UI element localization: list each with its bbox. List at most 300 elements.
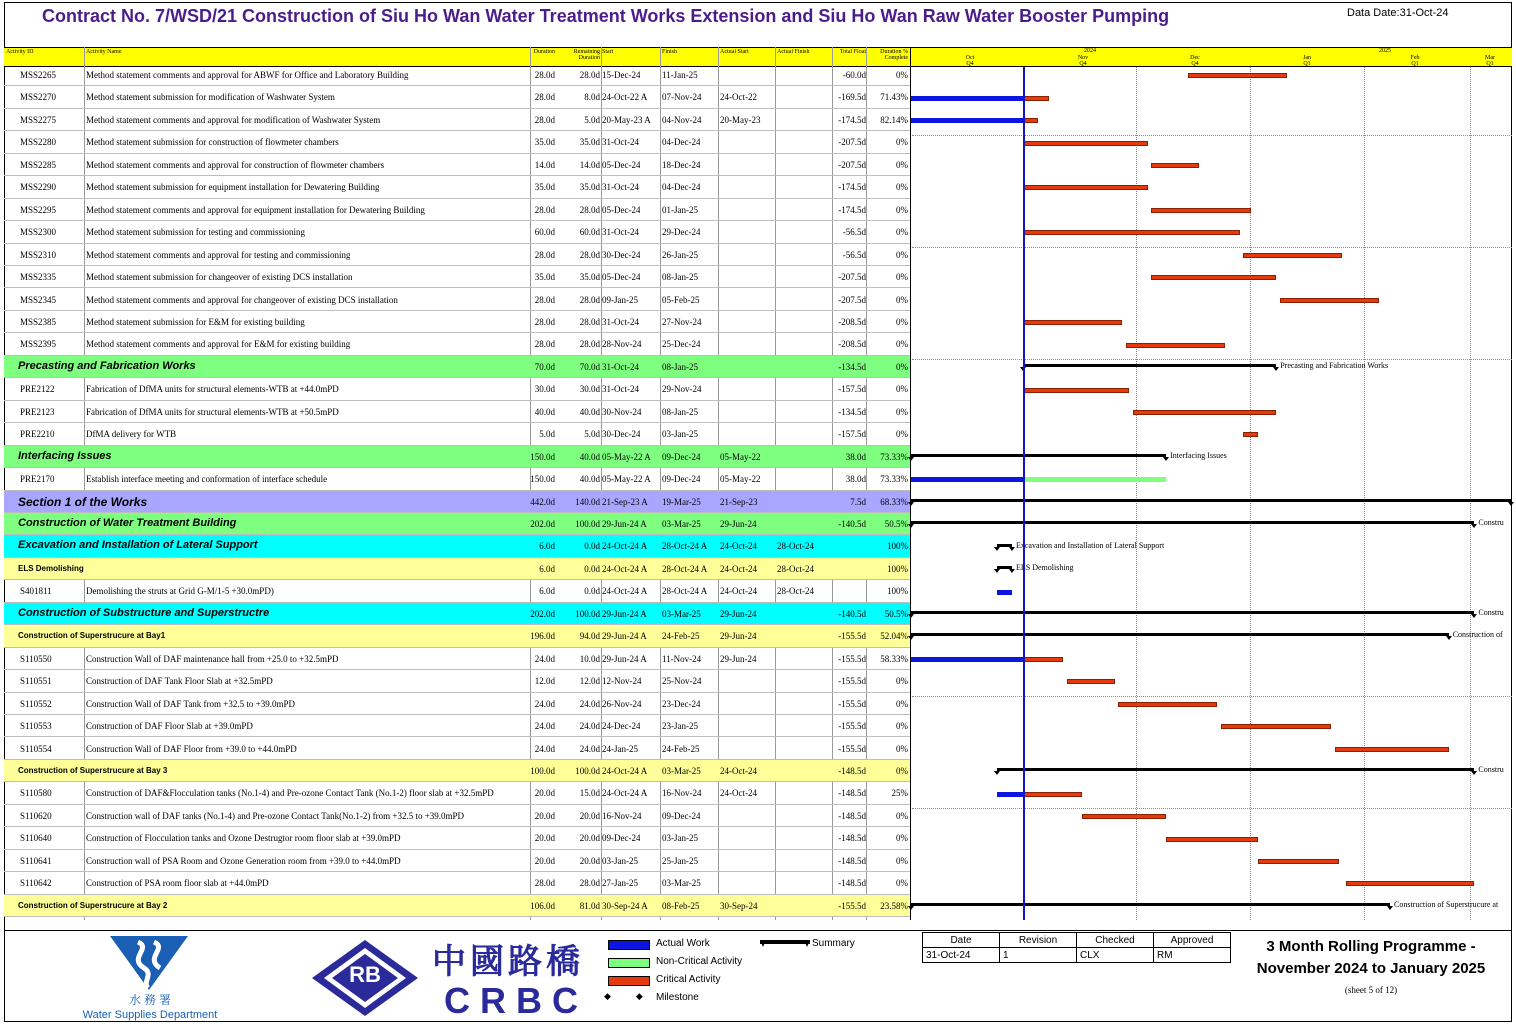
pct-complete: 0% xyxy=(896,878,908,889)
critical-bar[interactable] xyxy=(1023,141,1148,146)
rev-checked: CLX xyxy=(1077,948,1154,963)
actual-start: 05-May-22 xyxy=(720,451,761,462)
actual-work-bar[interactable] xyxy=(997,792,1023,797)
critical-bar[interactable] xyxy=(1258,859,1339,864)
activity-row[interactable] xyxy=(4,805,910,827)
start-date: 09-Dec-24 xyxy=(602,833,641,844)
activity-row[interactable] xyxy=(4,109,910,131)
duration: 28.0d xyxy=(534,878,555,889)
pct-complete: 68.33% xyxy=(880,496,908,507)
start-date: 03-Jan-25 xyxy=(602,855,638,866)
finish-date: 03-Mar-25 xyxy=(662,519,701,529)
quarter-2: Q4 xyxy=(1079,61,1087,67)
activity-id: MSS2280 xyxy=(20,137,57,148)
critical-bar[interactable] xyxy=(1151,163,1199,168)
month-grid xyxy=(1470,67,1471,920)
pct-complete: 0% xyxy=(896,70,908,80)
col-actual-start[interactable]: Actual Start xyxy=(720,49,749,55)
col-pct-complete[interactable]: Duration % Complete xyxy=(880,49,908,61)
col-finish[interactable]: Finish xyxy=(662,49,678,55)
activity-row[interactable] xyxy=(4,782,910,804)
critical-bar[interactable] xyxy=(1151,208,1250,213)
summary-bar[interactable] xyxy=(1023,364,1276,367)
non-critical-bar[interactable] xyxy=(1023,477,1166,482)
remaining-duration: 5.0d xyxy=(584,114,600,125)
quarter-4: Q1 xyxy=(1303,61,1311,67)
critical-bar[interactable] xyxy=(1126,343,1225,348)
activity-id: MSS2300 xyxy=(20,227,57,238)
total-float: -157.5d xyxy=(838,429,866,440)
remaining-duration: 140.0d xyxy=(575,496,600,507)
remaining-duration: 14.0d xyxy=(579,159,600,170)
remaining-duration: 30.0d xyxy=(579,384,600,395)
critical-bar[interactable] xyxy=(1023,657,1063,662)
summary-bar-end xyxy=(994,569,1000,573)
critical-bar[interactable] xyxy=(1243,253,1342,258)
activity-row[interactable] xyxy=(4,378,910,400)
legend-summary-icon xyxy=(760,939,810,949)
month-jan: Jan xyxy=(1303,55,1311,61)
duration: 24.0d xyxy=(534,653,555,664)
legend-milestone: Milestone xyxy=(656,992,699,1003)
pct-complete: 100% xyxy=(887,586,908,597)
wbs-row[interactable] xyxy=(4,603,910,625)
summary-bar[interactable] xyxy=(911,633,1449,636)
summary-bar-end xyxy=(908,614,914,618)
summary-bar-end xyxy=(908,636,914,640)
summary-bar-end xyxy=(1009,547,1015,551)
wbs-row[interactable] xyxy=(4,535,910,557)
wsd-chinese: 水 務 署 xyxy=(128,993,171,1007)
activity-id: MSS2335 xyxy=(20,272,57,283)
critical-bar[interactable] xyxy=(1023,320,1122,325)
total-float: -155.5d xyxy=(838,743,866,754)
col-total-float[interactable]: Total Float xyxy=(839,49,866,55)
activity-name: Construction of DAF&Flocculation tanks (No.1-4) and Pre-ozone Contact Tank (No.1-2) floor slab at +32.5mPD xyxy=(86,788,494,799)
critical-bar[interactable] xyxy=(1335,747,1449,752)
duration: 28.0d xyxy=(534,294,555,305)
activity-name: Method statement comments and approval for ABWF for Office and Laboratory Building xyxy=(86,70,409,80)
total-float: -155.5d xyxy=(838,676,866,687)
duration: 28.0d xyxy=(534,92,555,103)
activity-id: MSS2310 xyxy=(20,249,57,260)
activity-row[interactable] xyxy=(4,244,910,266)
summary-bar[interactable] xyxy=(911,499,1511,502)
start-date: 26-Nov-24 xyxy=(602,698,642,709)
critical-bar[interactable] xyxy=(1280,298,1379,303)
activity-row[interactable] xyxy=(4,199,910,221)
activity-row[interactable] xyxy=(4,64,910,86)
critical-bar[interactable] xyxy=(1133,410,1276,415)
finish-date: 11-Nov-24 xyxy=(662,653,702,664)
activity-id: MSS2290 xyxy=(20,182,57,193)
summary-bar[interactable] xyxy=(911,611,1474,614)
activity-id: S110550 xyxy=(20,653,52,664)
total-float: -208.5d xyxy=(838,316,866,327)
pct-complete: 0% xyxy=(896,204,908,215)
timeline-header xyxy=(910,47,1512,67)
critical-bar[interactable] xyxy=(1243,432,1258,437)
activity-id: MSS2270 xyxy=(20,92,57,103)
quarter-6: Q1 xyxy=(1486,61,1494,67)
summary-bar[interactable] xyxy=(911,454,1166,457)
remaining-duration: 81.0d xyxy=(579,900,600,911)
activity-name: Construction of PSA room floor slab at +44.0mPD xyxy=(86,878,269,889)
critical-bar[interactable] xyxy=(1221,724,1331,729)
duration: 150.0d xyxy=(530,474,555,485)
total-float: -148.5d xyxy=(838,878,866,889)
pct-complete: 0% xyxy=(896,855,908,866)
pct-complete: 50.5% xyxy=(884,519,908,529)
wbs-row[interactable] xyxy=(4,491,910,513)
duration: 30.0d xyxy=(534,384,555,395)
activity-name: Construction of Substructure and Superstructre xyxy=(18,606,270,619)
activity-id: PRE2210 xyxy=(20,429,55,440)
summary-bar[interactable] xyxy=(911,521,1474,524)
wbs-row[interactable] xyxy=(4,625,910,647)
critical-bar[interactable] xyxy=(1166,837,1258,842)
rev-header-checked: Checked xyxy=(1077,933,1154,948)
activity-row[interactable] xyxy=(4,221,910,243)
activity-name: Excavation and Installation of Lateral Support xyxy=(18,539,258,552)
finish-date: 05-Feb-25 xyxy=(662,294,700,305)
actual-start: 24-Oct-24 xyxy=(720,586,757,597)
remaining-duration: 28.0d xyxy=(579,878,600,889)
critical-bar[interactable] xyxy=(1023,230,1240,235)
activity-row[interactable] xyxy=(4,401,910,423)
critical-bar[interactable] xyxy=(1023,792,1082,797)
duration: 28.0d xyxy=(534,249,555,260)
summary-bar-label: Construction of xyxy=(1452,630,1503,640)
activity-row[interactable] xyxy=(4,670,910,692)
summary-bar[interactable] xyxy=(997,768,1474,771)
activity-row[interactable] xyxy=(4,715,910,737)
remaining-duration: 100.0d xyxy=(575,519,600,529)
activity-id: S110553 xyxy=(20,721,52,732)
activity-name: Method statement comments and approval for E&M for existing building xyxy=(86,339,351,350)
remaining-duration: 94.0d xyxy=(579,631,600,642)
finish-date: 01-Jan-25 xyxy=(662,204,698,215)
activity-id: S110642 xyxy=(20,878,52,889)
total-float: -174.5d xyxy=(838,204,866,215)
wbs-row[interactable] xyxy=(4,356,910,378)
actual-work-bar[interactable] xyxy=(911,657,1023,662)
activity-row[interactable] xyxy=(4,154,910,176)
duration: 24.0d xyxy=(534,698,555,709)
activity-row[interactable] xyxy=(4,289,910,311)
activity-row[interactable] xyxy=(4,423,910,445)
start-date: 31-Oct-24 xyxy=(602,137,639,148)
actual-start: 20-May-23 xyxy=(720,114,761,125)
duration: 20.0d xyxy=(534,788,555,799)
critical-bar[interactable] xyxy=(1346,881,1474,886)
total-float: -208.5d xyxy=(838,339,866,350)
col-activity-name[interactable]: Activity Name xyxy=(86,49,122,55)
activity-name: Method statement comments and approval for testing and commissioning xyxy=(86,249,351,260)
summary-bar-label: Precasting and Fabrication Works xyxy=(1280,361,1389,371)
rev-header-approved: Approved xyxy=(1154,933,1231,948)
activity-name: Method statement submission for construction of flowmeter chambers xyxy=(86,137,339,148)
pct-complete: 52.04% xyxy=(880,631,908,642)
summary-bar-end xyxy=(994,771,1000,775)
finish-date: 23-Dec-24 xyxy=(662,698,701,709)
col-remaining[interactable]: Remaining Duration xyxy=(573,49,600,61)
total-float: 38.0d xyxy=(845,451,866,462)
start-date: 31-Oct-24 xyxy=(602,384,639,395)
activity-row[interactable] xyxy=(4,648,910,670)
pct-complete: 0% xyxy=(896,721,908,732)
finish-date: 03-Jan-25 xyxy=(662,429,698,440)
start-date: 29-Jun-24 A xyxy=(602,519,647,529)
start-date: 16-Nov-24 xyxy=(602,810,642,821)
activity-name: Construction of Superstrucure at Bay 2 xyxy=(18,900,168,910)
activity-name: Construction Wall of DAF Tank from +32.5 to +39.0mPD xyxy=(86,698,295,709)
start-date: 24-Oct-24 A xyxy=(602,586,648,597)
remaining-duration: 100.0d xyxy=(575,765,600,776)
activity-row[interactable] xyxy=(4,468,910,490)
report-title: 3 Month Rolling Programme - November 2024 to January 2025 xyxy=(1256,938,1486,977)
start-date: 05-Dec-24 xyxy=(602,159,641,170)
pct-complete: 73.33% xyxy=(880,474,908,485)
rev-header-date: Date xyxy=(923,933,1000,948)
duration: 202.0d xyxy=(530,608,555,619)
activity-name: Method statement submission for testing and commissioning xyxy=(86,227,305,238)
actual-finish: 28-Oct-24 xyxy=(777,541,814,552)
wbs-row[interactable] xyxy=(4,446,910,468)
finish-date: 29-Dec-24 xyxy=(662,227,701,238)
duration: 35.0d xyxy=(534,182,555,193)
activity-name: Method statement comments and approval for modification of Washwater System xyxy=(86,114,381,125)
activity-name: Establish interface meeting and conformation of interface schedule xyxy=(86,474,328,485)
pct-complete: 73.33% xyxy=(880,451,908,462)
actual-work-bar[interactable] xyxy=(911,477,1023,482)
remaining-duration: 20.0d xyxy=(579,833,600,844)
rev-date: 31-Oct-24 xyxy=(923,948,1000,963)
remaining-duration: 24.0d xyxy=(579,698,600,709)
critical-bar[interactable] xyxy=(1151,275,1276,280)
remaining-duration: 28.0d xyxy=(579,249,600,260)
total-float: 38.0d xyxy=(845,474,866,485)
activity-id: S110640 xyxy=(20,833,52,844)
duration: 24.0d xyxy=(534,721,555,732)
pct-complete: 50.5% xyxy=(884,608,908,619)
activity-name: Interfacing Issues xyxy=(18,449,112,462)
activity-row[interactable] xyxy=(4,738,910,760)
col-actual-finish[interactable]: Actual Finish xyxy=(777,49,810,55)
year-2025: 2025 xyxy=(1379,48,1391,54)
col-start[interactable]: Start xyxy=(602,49,614,55)
duration: 106.0d xyxy=(530,900,555,911)
activity-row[interactable] xyxy=(4,850,910,872)
actual-finish: 28-Oct-24 xyxy=(777,563,814,574)
col-activity-id[interactable]: Activity ID xyxy=(6,49,34,55)
wbs-row[interactable] xyxy=(4,558,910,580)
row-group-grid xyxy=(912,359,1512,360)
activity-name: Section 1 of the Works xyxy=(18,494,148,509)
activity-id: PRE2122 xyxy=(20,384,55,395)
activity-row[interactable] xyxy=(4,333,910,355)
start-date: 09-Jan-25 xyxy=(602,294,638,305)
remaining-duration: 10.0d xyxy=(579,653,600,664)
summary-bar-end xyxy=(1273,367,1279,371)
summary-bar-end xyxy=(908,906,914,910)
critical-bar[interactable] xyxy=(1118,702,1217,707)
actual-work-bar[interactable] xyxy=(911,118,1023,123)
activity-row[interactable] xyxy=(4,266,910,288)
start-date: 24-Oct-22 A xyxy=(602,92,648,103)
start-date: 24-Jan-25 xyxy=(602,743,638,754)
pct-complete: 0% xyxy=(896,698,908,709)
activity-name: Construction Wall of DAF maintenance hall from +25.0 to +32.5mPD xyxy=(86,653,339,664)
remaining-duration: 35.0d xyxy=(579,272,600,283)
start-date: 24-Oct-24 A xyxy=(602,788,648,799)
quarter-5: Q1 xyxy=(1411,61,1419,67)
duration: 12.0d xyxy=(534,676,555,687)
start-date: 24-Oct-24 A xyxy=(602,765,648,776)
summary-bar-end xyxy=(1446,636,1452,640)
finish-date: 24-Feb-25 xyxy=(662,743,700,754)
activity-row[interactable] xyxy=(4,131,910,153)
activity-row[interactable] xyxy=(4,827,910,849)
remaining-duration: 35.0d xyxy=(579,182,600,193)
wbs-row[interactable] xyxy=(4,895,910,917)
pct-complete: 0% xyxy=(896,339,908,350)
remaining-duration: 0.0d xyxy=(584,563,600,574)
activity-name: Method statement submission for E&M for existing building xyxy=(86,316,305,327)
activity-name: Construction of Superstrucure at Bay1 xyxy=(18,631,166,641)
pct-complete: 0% xyxy=(896,227,908,238)
month-grid xyxy=(1250,67,1251,920)
activity-row[interactable] xyxy=(4,580,910,602)
wbs-row[interactable] xyxy=(4,760,910,782)
activity-name: Method statement submission for equipment installation for Dewatering Building xyxy=(86,182,380,193)
activity-name: Demolishing the struts at Grid G-M/1-5 +30.0mPD) xyxy=(86,586,274,597)
critical-bar[interactable] xyxy=(1188,73,1287,78)
duration: 150.0d xyxy=(530,451,555,462)
critical-bar[interactable] xyxy=(1023,96,1049,101)
finish-date: 08-Jan-25 xyxy=(662,361,698,372)
activity-id: S110641 xyxy=(20,855,52,866)
total-float: -148.5d xyxy=(838,810,866,821)
finish-date: 25-Dec-24 xyxy=(662,339,701,350)
actual-start: 24-Oct-24 xyxy=(720,563,757,574)
activity-id: S110620 xyxy=(20,810,52,821)
finish-date: 09-Dec-24 xyxy=(662,451,701,462)
total-float: -148.5d xyxy=(838,765,866,776)
total-float: -148.5d xyxy=(838,788,866,799)
start-date: 21-Sep-23 A xyxy=(602,496,648,507)
activity-id: MSS2275 xyxy=(20,114,57,125)
total-float: -155.5d xyxy=(838,698,866,709)
start-date: 29-Jun-24 A xyxy=(602,653,647,664)
critical-bar[interactable] xyxy=(1082,814,1166,819)
actual-start: 05-May-22 xyxy=(720,474,761,485)
duration: 28.0d xyxy=(534,316,555,327)
activity-name: Construction of DAF Tank Floor Slab at +32.5mPD xyxy=(86,676,273,687)
actual-work-bar[interactable] xyxy=(997,590,1012,595)
pct-complete: 100% xyxy=(887,563,908,574)
summary-bar-end xyxy=(1387,906,1393,910)
critical-bar[interactable] xyxy=(1023,118,1038,123)
finish-date: 04-Dec-24 xyxy=(662,137,701,148)
summary-bar[interactable] xyxy=(911,903,1390,906)
remaining-duration: 12.0d xyxy=(579,676,600,687)
activity-name: Construction of DAF Floor Slab at +39.0mPD xyxy=(86,721,253,732)
remaining-duration: 60.0d xyxy=(579,227,600,238)
start-date: 20-May-23 A xyxy=(602,114,651,125)
activity-id: S110554 xyxy=(20,743,52,754)
pct-complete: 0% xyxy=(896,833,908,844)
start-date: 29-Jun-24 A xyxy=(602,608,647,619)
remaining-duration: 20.0d xyxy=(579,855,600,866)
duration: 28.0d xyxy=(534,204,555,215)
activity-row[interactable] xyxy=(4,872,910,894)
activity-id: S110551 xyxy=(20,676,52,687)
pct-complete: 58.33% xyxy=(880,653,908,664)
rev-header-revision: Revision xyxy=(1000,933,1077,948)
finish-date: 08-Feb-25 xyxy=(662,900,700,911)
total-float: -207.5d xyxy=(838,272,866,283)
activity-row[interactable] xyxy=(4,693,910,715)
finish-date: 18-Dec-24 xyxy=(662,159,701,170)
summary-bar-label: Constru xyxy=(1478,765,1504,775)
duration: 20.0d xyxy=(534,833,555,844)
total-float: 7.5d xyxy=(850,496,866,507)
total-float: -56.5d xyxy=(842,249,866,260)
pct-complete: 82.14% xyxy=(880,114,908,125)
start-date: 31-Oct-24 xyxy=(602,227,639,238)
finish-date: 11-Jan-25 xyxy=(662,70,698,80)
duration: 6.0d xyxy=(539,541,555,552)
actual-start: 29-Jun-24 xyxy=(720,519,757,529)
duration: 6.0d xyxy=(539,563,555,574)
finish-date: 23-Jan-25 xyxy=(662,721,698,732)
activity-name: Construction Wall of DAF Floor from +39.0 to +44.0mPD xyxy=(86,743,297,754)
month-dec: Dec xyxy=(1190,55,1200,61)
finish-date: 25-Jan-25 xyxy=(662,855,698,866)
finish-date: 07-Nov-24 xyxy=(662,92,702,103)
activity-row[interactable] xyxy=(4,86,910,108)
total-float: -174.5d xyxy=(838,182,866,193)
remaining-duration: 24.0d xyxy=(579,721,600,732)
actual-work-bar[interactable] xyxy=(911,96,1023,101)
summary-bar-end xyxy=(908,457,914,461)
duration: 24.0d xyxy=(534,743,555,754)
activity-row[interactable] xyxy=(4,311,910,333)
total-float: -155.5d xyxy=(838,631,866,642)
total-float: -60.0d xyxy=(842,70,866,80)
start-date: 24-Oct-24 A xyxy=(602,541,648,552)
total-float: -157.5d xyxy=(838,384,866,395)
duration: 28.0d xyxy=(534,114,555,125)
critical-bar[interactable] xyxy=(1067,679,1115,684)
wbs-row[interactable] xyxy=(4,513,910,535)
remaining-duration: 24.0d xyxy=(579,743,600,754)
remaining-duration: 28.0d xyxy=(579,316,600,327)
activity-row[interactable] xyxy=(4,176,910,198)
activity-name: Construction wall of DAF tanks (No.1-4) and Pre-ozone Contact Tank(No.1-2) from +32.5 to +39.0mPD xyxy=(86,810,465,821)
total-float: -134.5d xyxy=(838,406,866,417)
critical-bar[interactable] xyxy=(1023,388,1129,393)
rev-revision: 1 xyxy=(1000,948,1077,963)
actual-start: 29-Jun-24 xyxy=(720,653,757,664)
activity-id: MSS2285 xyxy=(20,159,57,170)
critical-bar[interactable] xyxy=(1023,185,1148,190)
legend-actual-swatch xyxy=(608,940,650,950)
total-float: -174.5d xyxy=(838,114,866,125)
col-duration[interactable]: Duration xyxy=(533,49,555,55)
total-float: -148.5d xyxy=(838,833,866,844)
